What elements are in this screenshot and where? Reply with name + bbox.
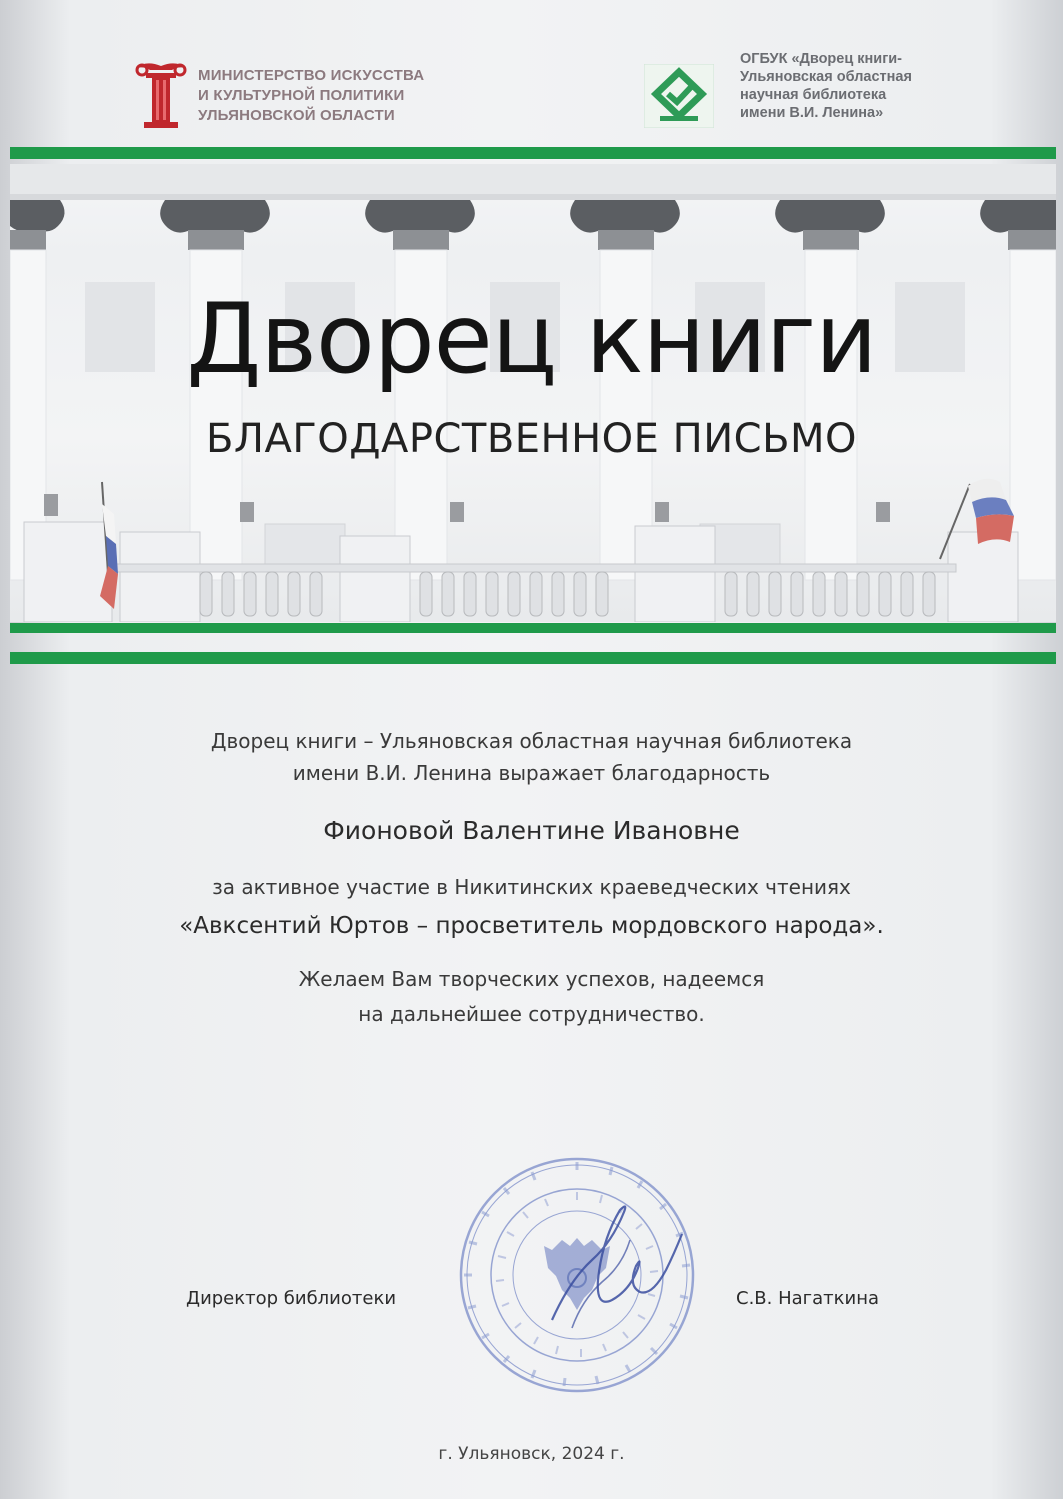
intro-line: имени В.И. Ленина выражает благодарность [292, 761, 771, 785]
official-seal-stamp [452, 1150, 702, 1400]
ministry-line: УЛЬЯНОВСКОЙ ОБЛАСТИ [198, 107, 395, 124]
library-line: научная библиотека [740, 87, 887, 103]
bottom-green-stripe-2 [10, 652, 1056, 664]
ministry-line: МИНИСТЕРСТВО ИСКУССТВА [198, 67, 425, 84]
library-line: имени В.И. Ленина» [740, 105, 884, 121]
ministry-column-logo [132, 58, 190, 130]
intro-line: Дворец книги – Ульяновская областная научная библиотека [210, 729, 853, 753]
recipient-name: Фионовой Валентине Ивановне [323, 816, 740, 845]
top-green-stripe [10, 147, 1056, 159]
wish-line: Желаем Вам творческих успехов, надеемся [298, 967, 765, 991]
library-line: ОГБУК «Дворец книги- [740, 51, 903, 67]
page-title: Дворец книги [186, 283, 877, 395]
place-and-year: г. Ульяновск, 2024 г. [438, 1444, 625, 1464]
signatory-name: С.В. Нагаткина [736, 1288, 879, 1309]
signatory-position: Директор библиотеки [186, 1288, 397, 1309]
document-type: БЛАГОДАРСТВЕННОЕ ПИСЬМО [205, 416, 858, 462]
event-title: «Авксентий Юртов – просветитель мордовского народа». [179, 913, 884, 939]
library-logo [644, 64, 714, 128]
bottom-green-stripe [10, 623, 1056, 633]
library-name [740, 50, 990, 122]
ministry-line: И КУЛЬТУРНОЙ ПОЛИТИКИ [198, 87, 405, 104]
ministry-name [198, 66, 428, 126]
reason-line: за активное участие в Никитинских краеведческих чтениях [212, 875, 851, 899]
library-line: Ульяновская областная [740, 69, 912, 85]
wish-line: на дальнейшее сотрудничество. [358, 1002, 705, 1026]
